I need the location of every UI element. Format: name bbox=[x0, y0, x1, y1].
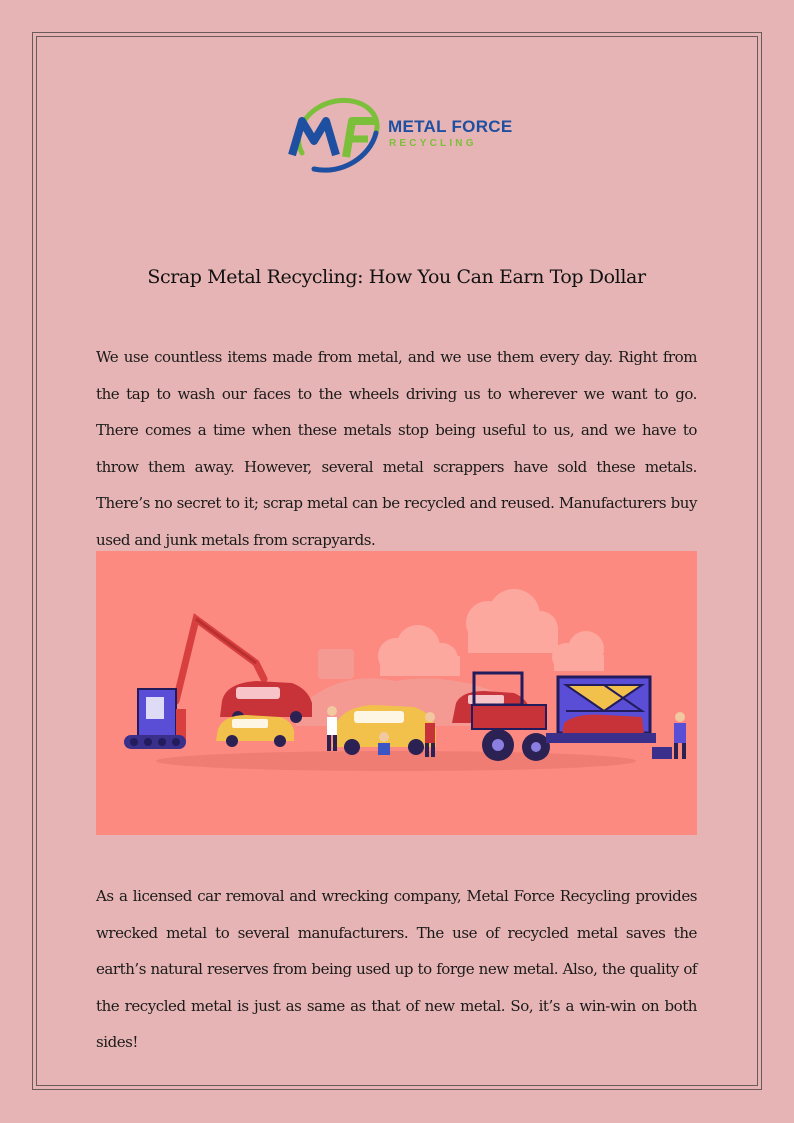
article-paragraph-2: As a licensed car removal and wrecking company, Metal Force Recycling provides wrecked metal to several manufacturers. The use of recycled metal saves the earth’s natural reserves from being used up to forge new metal. Also, the quality of the recycled metal is just as same as that of new metal. So, it’s a win-win on both sides! bbox=[96, 887, 697, 1051]
metal-force-logo bbox=[284, 95, 514, 177]
scrapyard-illustration bbox=[96, 551, 697, 835]
article-paragraph-1: We use countless items made from metal, and we use them every day. Right from the tap to wash our faces to the wheels driving us to wherever we want to go. There comes a time when these metals stop being useful to us, and we have to throw them away. However, several metal scrappers have sold these metals. There’s no secret to it; scrap metal can be recycled and reused. Manufacturers buy used and junk metals from scrapyards. bbox=[96, 348, 697, 549]
mf-monogram-icon bbox=[284, 95, 384, 177]
logo-tagline: RECYCLING bbox=[389, 138, 477, 149]
logo-wordmark: METAL FORCE bbox=[388, 117, 513, 136]
scrapyard-scene-image bbox=[96, 551, 697, 835]
article-title: Scrap Metal Recycling: How You Can Earn Top Dollar bbox=[147, 266, 646, 288]
